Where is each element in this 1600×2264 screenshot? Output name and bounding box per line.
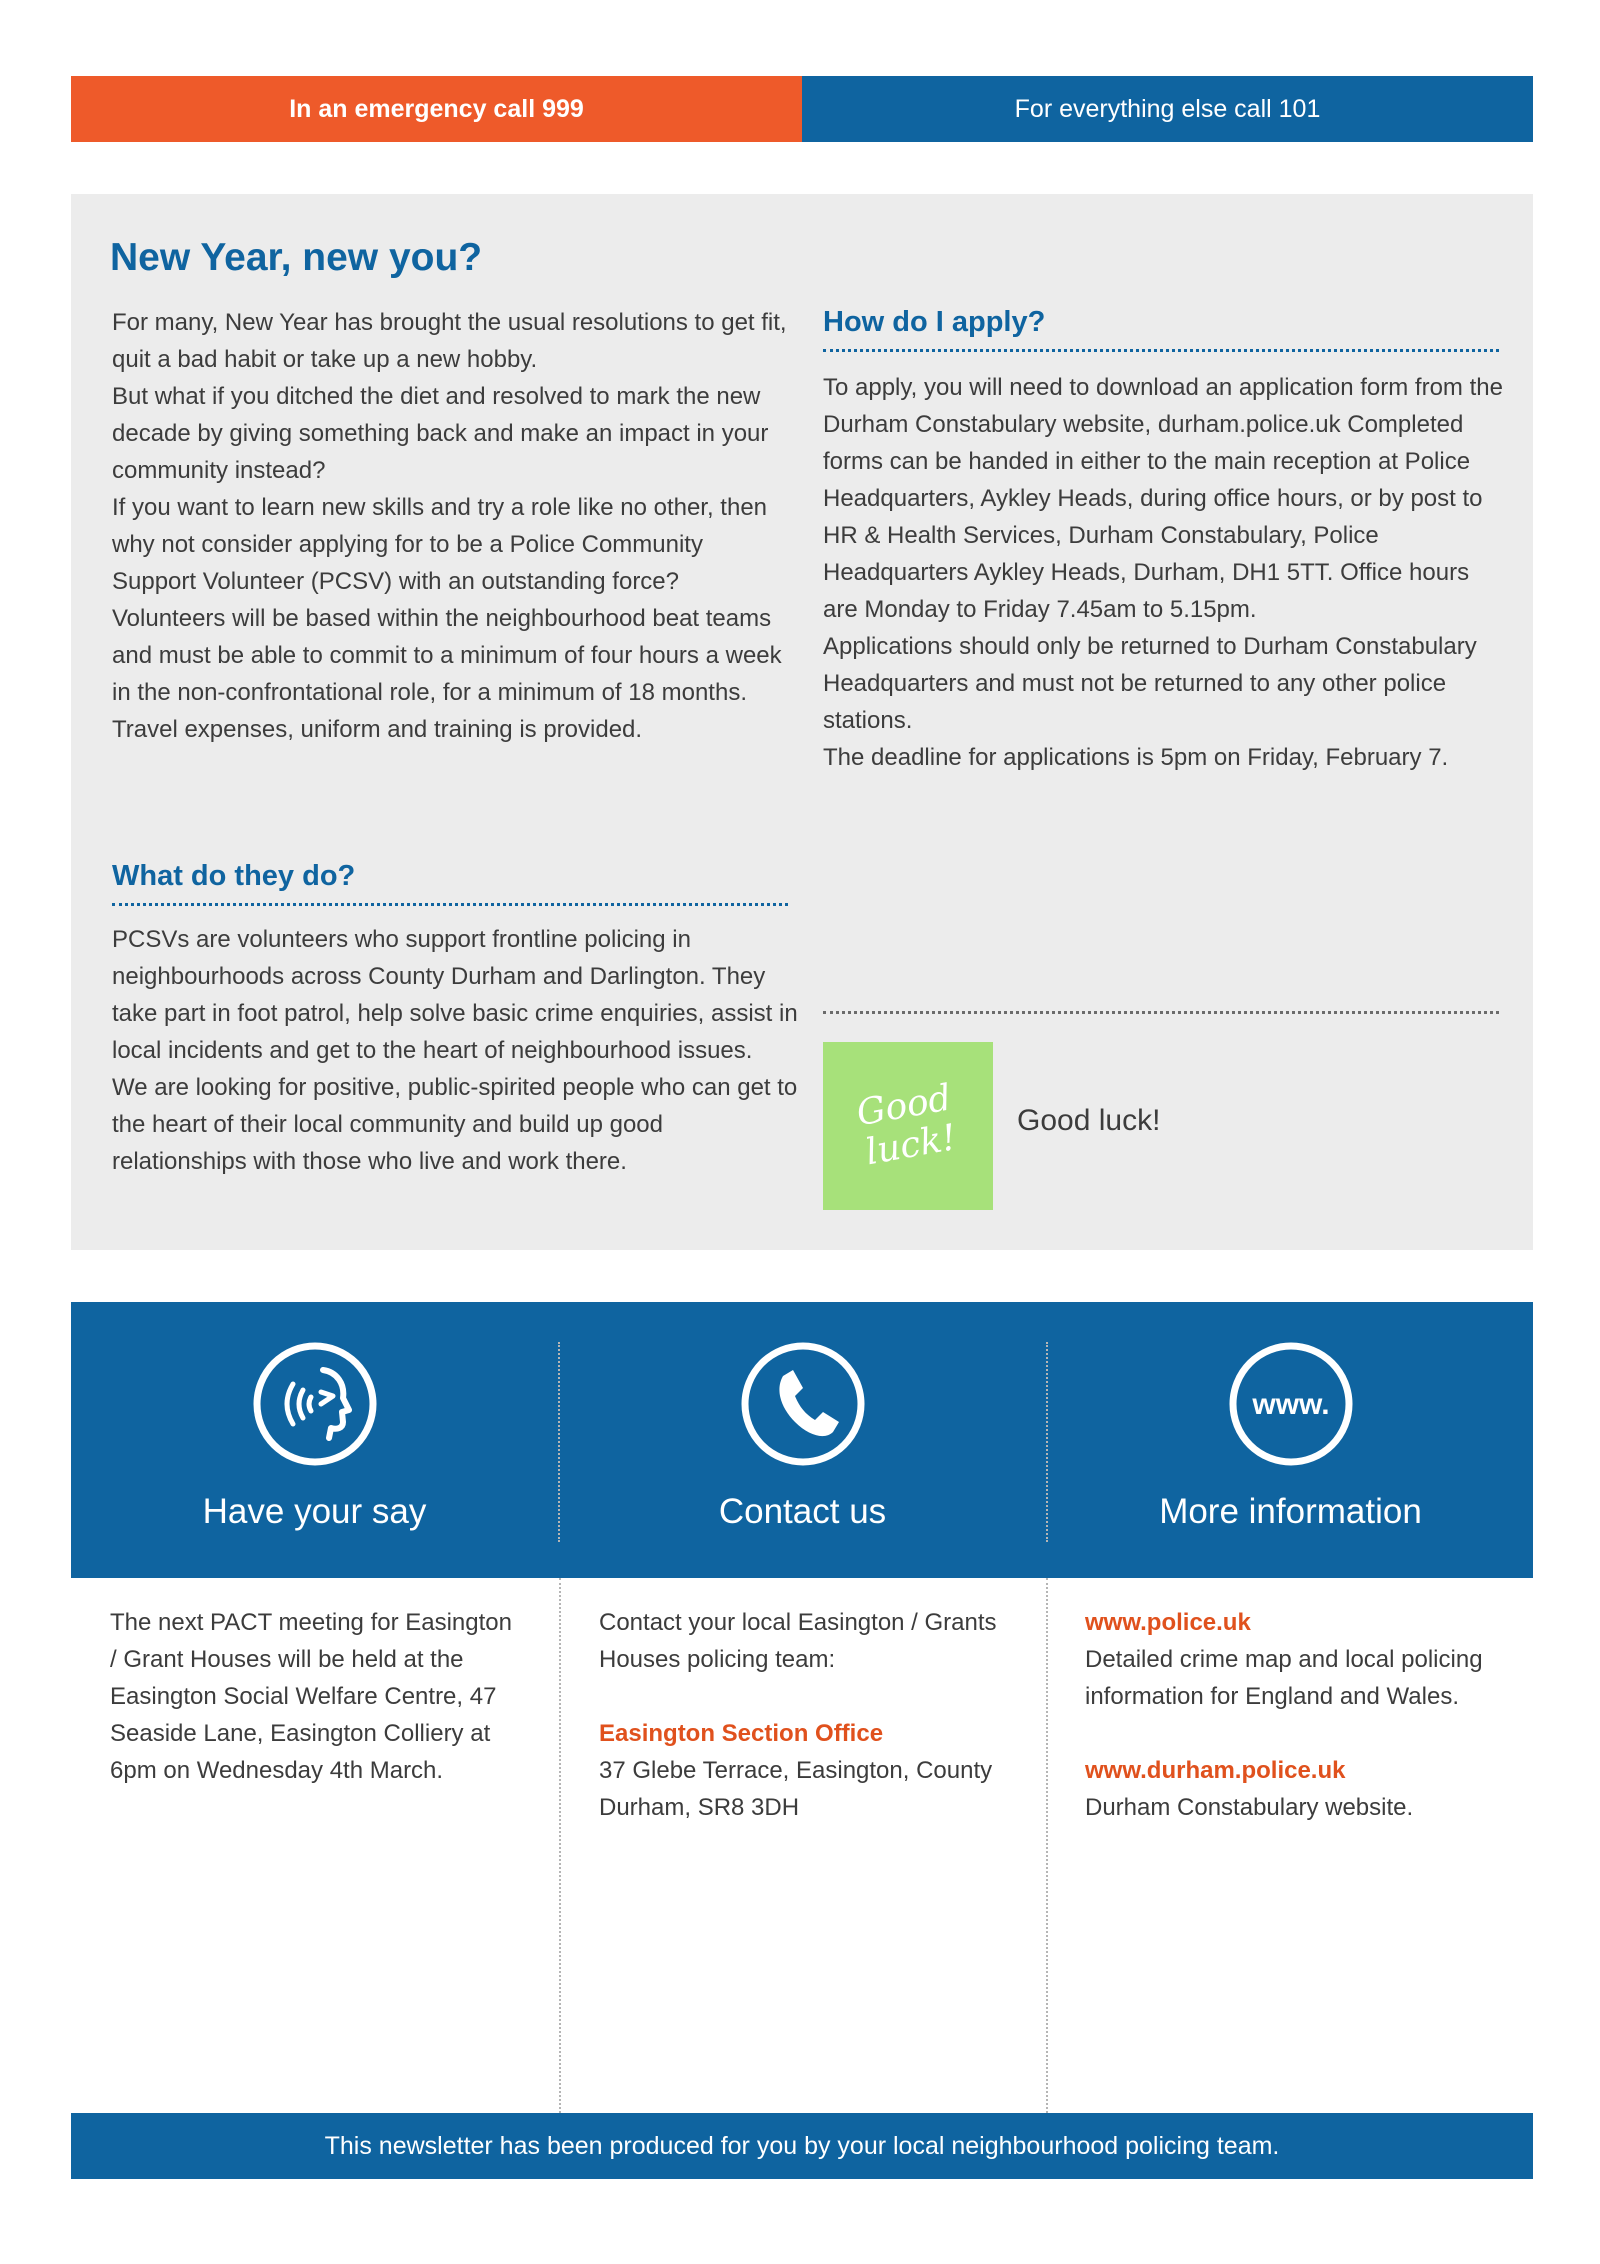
have-your-say-label: Have your say <box>202 1492 427 1531</box>
intro-text <box>112 304 792 748</box>
durham-police-description: Durham Constabulary website. <box>1085 1794 1414 1821</box>
intro-paragraph: But what if you ditched the diet and resolved to mark the new decade by giving something back and make an impact in your community instead? <box>112 383 769 484</box>
www-icon-text: www. <box>1251 1388 1330 1421</box>
divider <box>823 1011 1499 1014</box>
contact-intro: Contact your local Easington / Grants Houses policing team: <box>599 1609 997 1673</box>
emergency-banner: In an emergency call 999 <box>71 76 802 142</box>
column-divider <box>559 1578 561 2113</box>
intro-paragraph: For many, New Year has brought the usual resolutions to get fit, quit a bad habit or take up a new hobby. <box>112 309 787 373</box>
apply-paragraph: Applications should only be returned to Durham Constabulary Headquarters and must not be returned to any other police stations. <box>823 633 1477 734</box>
office-address: 37 Glebe Terrace, Easington, County Durham, SR8 3DH <box>599 1757 993 1821</box>
pact-meeting-info <box>110 1604 520 1789</box>
non-emergency-banner: For everything else call 101 <box>802 76 1533 142</box>
apply-text <box>823 369 1503 776</box>
contact-us-column <box>559 1302 1046 1578</box>
phone-icon <box>739 1340 867 1468</box>
durham-police-link[interactable]: www.durham.police.uk <box>1085 1757 1346 1784</box>
good-luck-image <box>823 1042 993 1210</box>
intro-paragraph: Volunteers will be based within the neighbourhood beat teams and must be able to commit to a minimum of four hours a week in the non-confrontational role, for a minimum of 18 months. <box>112 605 782 706</box>
www-icon <box>1227 1340 1355 1468</box>
police-uk-link[interactable]: www.police.uk <box>1085 1609 1251 1636</box>
speaking-head-icon <box>251 1340 379 1468</box>
office-name: Easington Section Office <box>599 1720 884 1747</box>
more-information-label: More information <box>1159 1492 1422 1531</box>
apply-paragraph: The deadline for applications is 5pm on Friday, February 7. <box>823 744 1449 771</box>
info-band <box>71 1302 1533 1578</box>
have-your-say-column <box>71 1302 558 1578</box>
what-text <box>112 921 802 1180</box>
article-title: New Year, new you? <box>110 236 483 279</box>
what-heading: What do they do? <box>112 860 788 906</box>
apply-heading: How do I apply? <box>823 306 1499 352</box>
contact-us-label: Contact us <box>718 1492 887 1531</box>
more-information-column <box>1047 1302 1534 1578</box>
footer-banner: This newsletter has been produced for you by your local neighbourhood policing team. <box>71 2113 1533 2179</box>
pact-meeting-text: The next PACT meeting for Easington / Grant Houses will be held at the Easington Social Welfare Centre, 47 Seaside Lane, Easington Colliery at 6pm on Wednesday 4th March. <box>110 1609 512 1784</box>
apply-paragraph: To apply, you will need to download an application form from the Durham Constabulary website, durham.police.uk Completed forms can be handed in either to the main reception at Police Headquarters, Aykley Heads, during office hours, or by post to HR & Health Services, Durham Constabulary, Police Headquarters Aykley Heads, Durham, DH1 5TT. Office hours are Monday to Friday 7.45am to 5.15pm. <box>823 374 1503 623</box>
article-panel <box>71 194 1533 1250</box>
what-paragraph: We are looking for positive, public-spirited people who can get to the heart of their local community and build up good relationships with those who live and work there. <box>112 1074 798 1175</box>
more-info-links <box>1085 1604 1485 1826</box>
column-divider <box>1046 1578 1048 2113</box>
police-uk-description: Detailed crime map and local policing information for England and Wales. <box>1085 1646 1483 1710</box>
good-luck-script: Good luck! <box>854 1077 960 1174</box>
intro-paragraph: Travel expenses, uniform and training is provided. <box>112 716 643 743</box>
intro-paragraph: If you want to learn new skills and try a role like no other, then why not consider applying for to be a Police Community Support Volunteer (PCSV) with an outstanding force? <box>112 494 768 595</box>
good-luck-text: Good luck! <box>1017 1104 1161 1137</box>
contact-bar <box>71 76 1533 142</box>
contact-info <box>599 1604 1009 1826</box>
what-paragraph: PCSVs are volunteers who support frontline policing in neighbourhoods across County Durham and Darlington. They take part in foot patrol, help solve basic crime enquiries, assist in local incidents and get to the heart of neighbourhood issues. <box>112 926 798 1064</box>
